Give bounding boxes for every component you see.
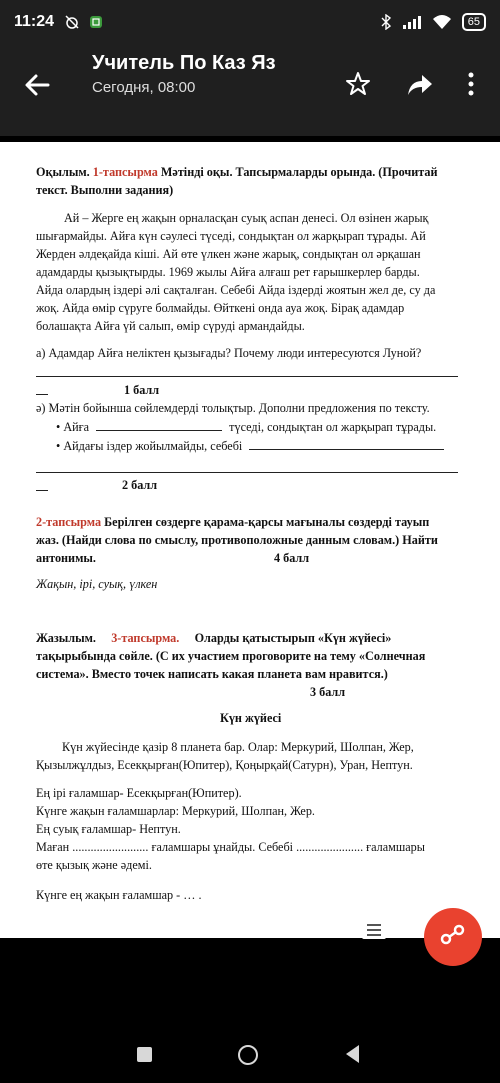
recents-icon[interactable] (137, 1047, 152, 1062)
forward-icon[interactable] (406, 70, 434, 98)
task3-label: Жазылым. (36, 631, 96, 645)
task3-text-3: система». Вместо точек написать какая планета вам нравится.) (36, 667, 388, 681)
question-a: а) Адамдар Айға неліктен қызығады? Почему люди интересуются Луной? (36, 346, 422, 360)
bullet-2: • Айдағы іздер жойылмайды, себебі (56, 438, 444, 456)
paragraph-line: Айда олардың іздері әлі сақталған. Себебі Айда іздерді жоятын жел де, су да (36, 283, 436, 297)
task1-heading-2: текст. Выполни задания) (36, 183, 174, 197)
task2-text: Берілген сөздерге қарама-қарсы мағыналы сөздерді тауып (104, 515, 430, 529)
answer-line-short (36, 490, 48, 491)
paragraph-line: Жерден әлдеқайда кіші. Ай өте үлкен және жарық, сондықтан ол әрқашан (36, 247, 421, 261)
fill-line: Маған ......................... ғаламшары ұнайды. Себебі ...................... ғаламшары (36, 840, 425, 854)
score-2: 2 балл (122, 478, 158, 492)
planets-line: Күн жүйесінде қазір 8 планета бар. Олар: Меркурий, Шолпан, Жер, (62, 740, 414, 754)
back-arrow-icon[interactable] (22, 70, 52, 100)
battery-indicator: 65 (462, 13, 486, 31)
task1-number: 1-тапсырма (92, 165, 158, 179)
status-bar (0, 0, 500, 44)
fill-line: өте қызық және әдемі. (36, 858, 152, 872)
task2-text-2: жаз. (Найди слова по смыслу, противоположные данным словам.) Найти (36, 533, 438, 547)
task3-text: Оларды қатыстырып «Күн жүйесі» (194, 631, 392, 645)
app-notification-icon (88, 14, 104, 30)
task3-number: 3-тапсырма. (111, 631, 180, 645)
task2-number: 2-тапсырма (36, 515, 102, 529)
question-b: ә) Мәтін бойынша сөйлемдерді толықтыр. Дополни предложения по тексту. (36, 401, 430, 415)
paragraph-line: болашақта Айға үй салып, өмір сүруді армандайды. (36, 319, 305, 333)
share-icon (424, 908, 482, 966)
fact-line: Ең суық ғаламшар- Нептун. (36, 822, 181, 836)
share-fab-button[interactable] (424, 908, 482, 966)
answer-line (36, 376, 458, 377)
task1-label: Оқылым. (36, 165, 90, 179)
star-icon[interactable] (344, 70, 372, 98)
paragraph-line: Ай – Жерге ең жақын орналасқан суық аспан денесі. Ол өзінен жарық (64, 211, 429, 225)
paragraph-line: жоқ. Айда өмір сүруге болмайды. Өйткені онда ауа жоқ. Бірақ адамдар (36, 301, 405, 315)
score-4: 4 балл (274, 551, 310, 565)
system-nav-bar (0, 1018, 500, 1083)
answer-line-short (36, 394, 48, 395)
app-bar (0, 44, 500, 136)
wifi-icon (432, 14, 452, 30)
section-title: Күн жүйесі (220, 711, 282, 725)
fact-line: Күнге жақын ғаламшарлар: Меркурий, Шолпан, Жер. (36, 804, 315, 818)
task2-words: Жақын, ірі, суық, үлкен (36, 577, 158, 591)
score-1: 1 балл (124, 383, 160, 397)
list-icon[interactable] (360, 918, 388, 940)
task1-heading: Мәтінді оқы. Тапсырмаларды орында. (Прочитай (160, 165, 438, 179)
home-icon[interactable] (238, 1045, 258, 1065)
chat-title: Учитель По Каз Яз (92, 52, 276, 74)
worksheet-image (0, 142, 500, 938)
signal-icon (402, 15, 422, 29)
planets-line: Қызылжұлдыз, Есекқырған(Юпитер), Қоңырқай(Сатурн), Уран, Нептун. (36, 758, 413, 772)
task3-text-2: тақырыбында сөйле. (С их участием проговорите на тему «Солнечная (36, 649, 426, 663)
score-3: 3 балл (310, 685, 346, 699)
task2-text-3: антонимы. (36, 551, 96, 565)
status-time: 11:24 (14, 13, 55, 30)
answer-line (36, 472, 458, 473)
fact-line: Ең ірі ғаламшар- Есекқырған(Юпитер). (36, 786, 242, 800)
more-vert-icon[interactable] (466, 70, 476, 98)
paragraph-line: шығармайды. Айға күн сәулесі түседі, сондықтан ол жарқырап тұрады. Ай (36, 229, 426, 243)
bluetooth-icon (380, 14, 392, 30)
alarm-off-icon (64, 14, 80, 30)
paragraph-line: адамдарды қызықтырды. 1969 жылы Айға алғаш рет ғарышкерлер барды. (36, 265, 420, 279)
message-timestamp: Сегодня, 08:00 (92, 79, 196, 96)
nav-back-icon[interactable] (346, 1045, 359, 1063)
bullet-1: • Айға түседі, сондықтан ол жарқырап тұрады. (56, 420, 437, 434)
fill-line: Күнге ең жақын ғаламшар - … . (36, 888, 202, 902)
